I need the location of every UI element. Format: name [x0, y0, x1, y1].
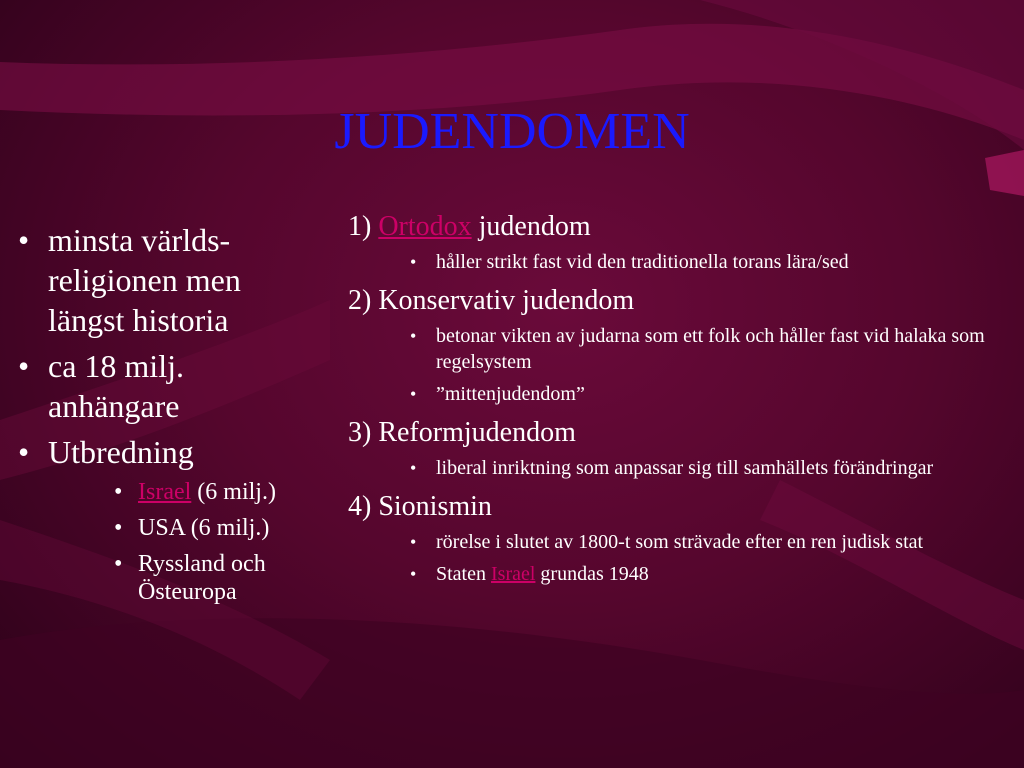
conservative-sublist — [348, 323, 998, 407]
sub-item-text: (6 milj.) — [191, 479, 276, 505]
left-item-text: ca 18 milj. anhängare — [48, 348, 184, 424]
sub-item — [410, 323, 998, 375]
wave-bottom — [0, 618, 1024, 768]
sub-item — [410, 561, 998, 587]
left-item-followers — [14, 346, 314, 426]
reform-sublist — [348, 455, 998, 481]
israel-link[interactable]: Israel — [138, 479, 192, 505]
left-bullet-list — [14, 220, 314, 614]
right-numbered-list — [348, 209, 998, 595]
israel-link[interactable]: Israel — [491, 563, 536, 585]
sub-item-russia — [114, 550, 314, 606]
bullet-icon: • — [114, 551, 123, 577]
orthodox-sublist — [348, 249, 998, 275]
sub-item — [410, 381, 998, 407]
bullet-icon: • — [410, 532, 417, 552]
sub-item-text: liberal inriktning som anpassar sig till samhällets förändringar — [436, 457, 934, 479]
left-item-smallest-religion — [14, 220, 314, 340]
sub-item — [410, 455, 998, 481]
sub-item-prefix: Staten — [436, 563, 491, 585]
bullet-icon: • — [114, 479, 123, 505]
bullet-icon: • — [410, 252, 417, 272]
left-item-text: minsta världs-religionen men längst historia — [48, 222, 241, 338]
left-item-distribution — [14, 432, 314, 472]
bullet-icon: • — [410, 326, 417, 346]
slide-title: JUDENDOMEN — [334, 103, 690, 160]
sub-item-text: ”mittenjudendom” — [436, 383, 585, 405]
distribution-sublist — [14, 478, 314, 606]
sub-item-text: rörelse i slutet av 1800-t som strävade efter en ren judisk stat — [436, 531, 924, 553]
heading-zionism: 4) Sionismin — [348, 491, 492, 522]
heading-suffix: judendom — [471, 211, 591, 242]
heading-reform: 3) Reformjudendom — [348, 417, 576, 448]
bullet-icon: • — [18, 348, 30, 384]
sub-item-text: håller strikt fast vid den traditionella torans lära/sed — [436, 251, 849, 273]
bullet-icon: • — [114, 515, 123, 541]
sub-item-text: USA (6 milj.) — [138, 515, 270, 541]
zionism-sublist — [348, 529, 998, 587]
bullet-icon: • — [410, 384, 417, 404]
bullet-icon: • — [18, 434, 30, 470]
orthodox-link[interactable]: Ortodox — [378, 211, 472, 242]
heading-orthodox — [348, 209, 998, 245]
bullet-icon: • — [410, 564, 417, 584]
sub-item-usa — [114, 514, 314, 542]
sub-item — [410, 249, 998, 275]
sub-item — [410, 529, 998, 555]
left-item-text: Utbredning — [48, 434, 194, 470]
heading-conservative: 2) Konservativ judendom — [348, 285, 635, 316]
sub-item-israel — [114, 478, 314, 506]
bullet-icon: • — [18, 222, 30, 258]
sub-item-text: Ryssland och Östeuropa — [138, 551, 266, 605]
bullet-icon: • — [410, 458, 417, 478]
sub-item-text: betonar vikten av judarna som ett folk och håller fast vid halaka som regelsystem — [436, 325, 985, 373]
heading-prefix: 1) — [348, 211, 379, 242]
sub-item-suffix: grundas 1948 — [535, 563, 649, 585]
